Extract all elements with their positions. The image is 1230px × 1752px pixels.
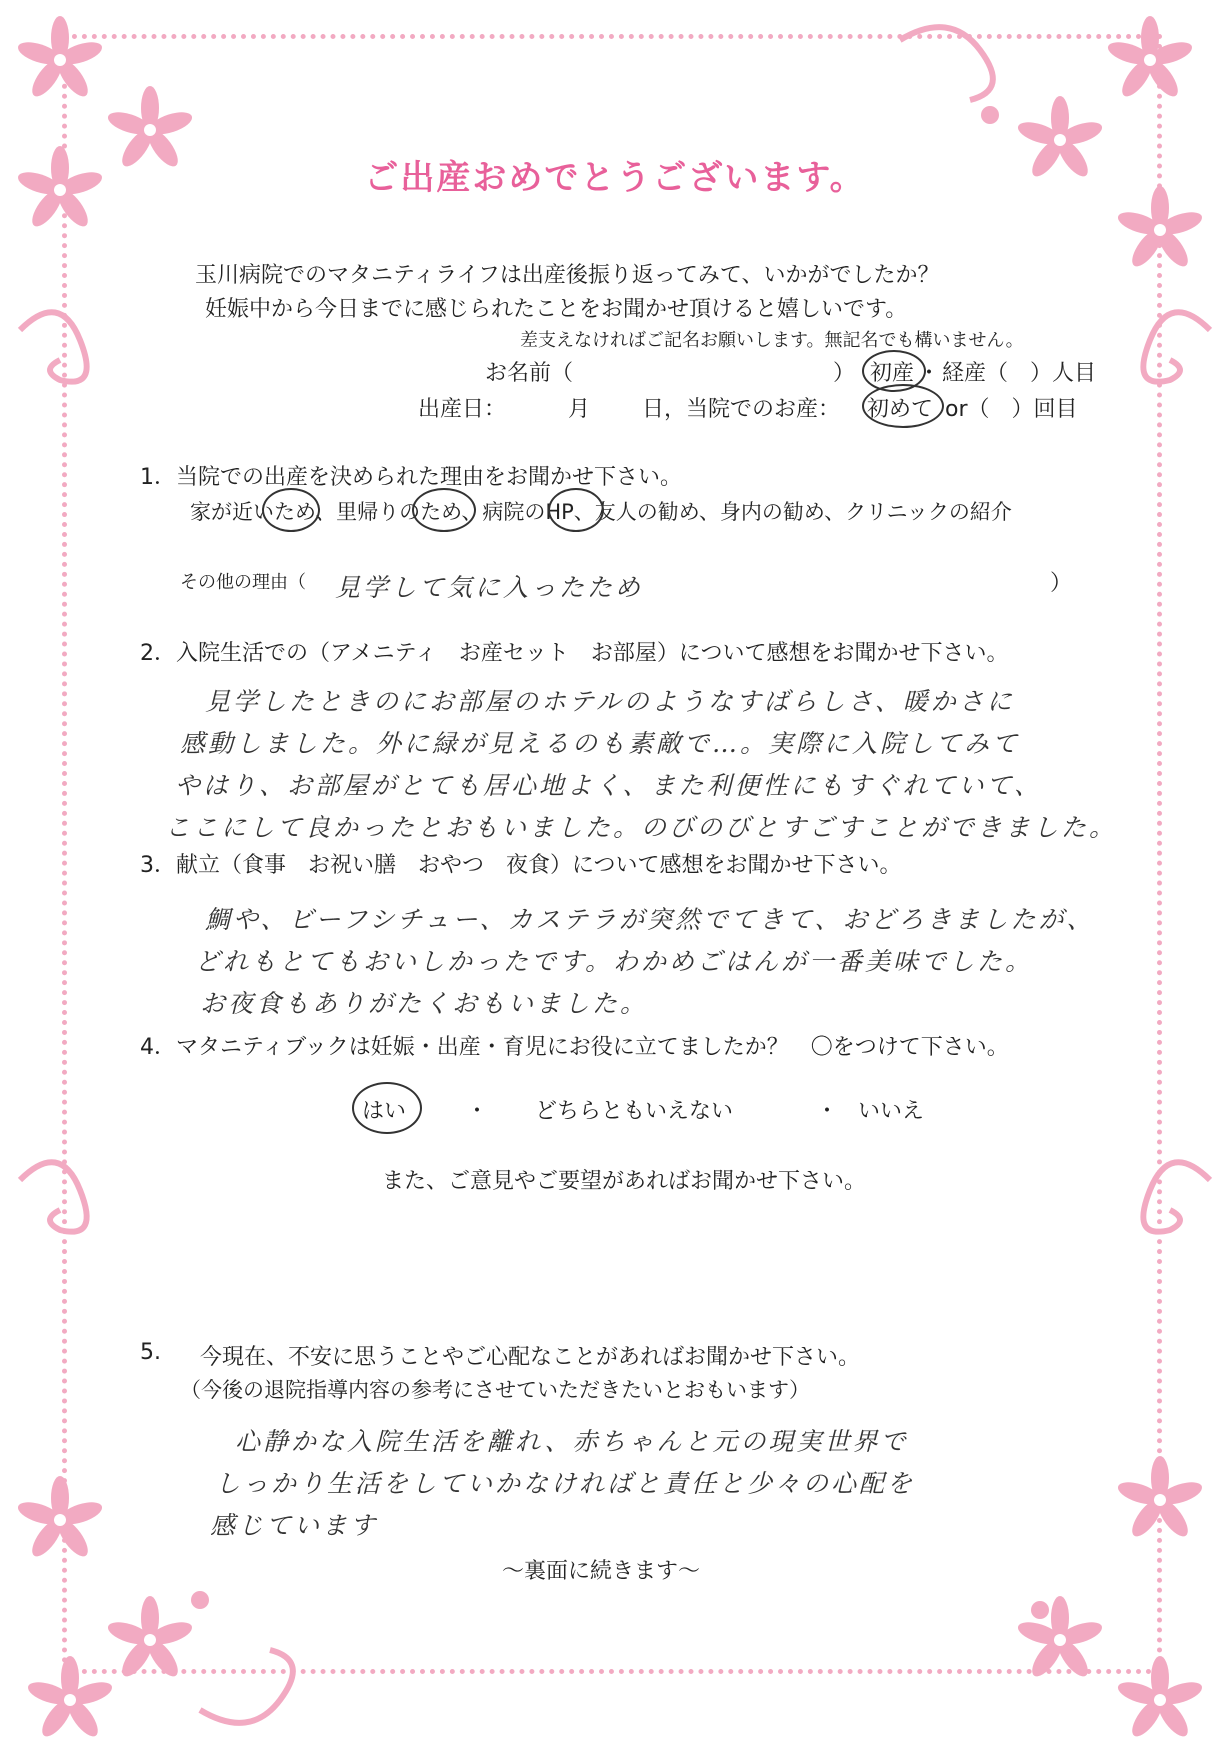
parity-first: 初産 bbox=[870, 361, 915, 386]
flower-icon bbox=[15, 1476, 104, 1561]
q1-circle-mark bbox=[548, 488, 604, 532]
q1-other-close: ） bbox=[1050, 571, 1073, 596]
swirl-icon bbox=[1143, 1162, 1210, 1231]
q5-answer-line: しっかり生活をしていかなければと責任と少々の心配を bbox=[215, 1469, 916, 1498]
q1-options: 家が近いため、里帰りのため、病院のHP、友人の勧め、身内の勧め、クリニックの紹介 bbox=[190, 500, 1012, 524]
birth-first: 初めて bbox=[867, 397, 934, 422]
footer-continued: ～裏面に続きます～ bbox=[502, 1559, 701, 1584]
parity-separator: ・ bbox=[918, 361, 941, 386]
q2-answer-line: ここにして良かったとおもいました。のびのびとすごすことができました。 bbox=[165, 813, 1118, 842]
flower-icon bbox=[1015, 1596, 1104, 1681]
q1-text: 1．当院での出産を決められた理由をお聞かせ下さい。 bbox=[140, 465, 682, 490]
flower-icon bbox=[15, 16, 104, 101]
birth-day: 日，当院でのお産： bbox=[642, 397, 841, 422]
q2-answer-line: 見学したときのにお部屋のホテルのようなすばらしさ、暖かさに bbox=[205, 687, 1015, 716]
swirl-icon bbox=[900, 27, 993, 100]
q4-separator: ・ bbox=[466, 1099, 489, 1124]
q1-other-label: その他の理由（ bbox=[180, 572, 306, 593]
q1-other-answer: 見学して気に入ったため bbox=[335, 573, 644, 602]
swirl-icon bbox=[20, 1162, 87, 1231]
birth-date-label: 出産日： bbox=[418, 397, 507, 422]
flower-icon bbox=[1105, 16, 1194, 101]
flower-icon bbox=[1115, 1656, 1204, 1741]
q2-answer-line: 感動しました。外に緑が見えるのも素敵で…。実際に入院してみて bbox=[180, 729, 1021, 758]
flower-icon bbox=[1115, 1456, 1204, 1541]
q4-option-neither: どちらともいえない bbox=[535, 1099, 734, 1124]
q3-text: 3．献立（食事 お祝い膳 おやつ 夜食）について感想をお聞かせ下さい。 bbox=[140, 853, 902, 878]
q4-separator: ・ bbox=[816, 1099, 839, 1124]
q5-answer-line: 心静かな入院生活を離れ、赤ちゃんと元の現実世界で bbox=[235, 1427, 909, 1456]
page-title: ご出産おめでとうございます。 bbox=[364, 158, 866, 198]
q1-circle-mark bbox=[412, 488, 476, 532]
q4-extra: また、ご意見やご要望があればお聞かせ下さい。 bbox=[382, 1169, 867, 1194]
swirl-icon bbox=[200, 1650, 293, 1723]
q5-answer-line: 感じています bbox=[210, 1511, 379, 1540]
q3-answer-line: お夜食もありがたくおもいました。 bbox=[200, 989, 649, 1018]
parity-multi: 経産（ ）人目 bbox=[942, 361, 1097, 386]
flower-icon bbox=[25, 1656, 114, 1741]
birth-first-circle-mark bbox=[862, 384, 944, 428]
q4-text: 4．マタニティブックは妊娠・出産・育児にお役に立てましたか？ 〇をつけて下さい。 bbox=[140, 1035, 1009, 1060]
flower-icon bbox=[105, 1596, 194, 1681]
intro-line-2: 妊娠中から今日までに感じられたことをお聞かせ頂けると嬉しいです。 bbox=[205, 297, 908, 322]
intro-note: 差支えなければご記名お願いします。無記名でも構いません。 bbox=[520, 330, 1024, 351]
q2-text: 2．入院生活での（アメニティ お産セット お部屋）について感想をお聞かせ下さい。 bbox=[140, 641, 1009, 666]
swirl-icon bbox=[20, 312, 87, 381]
birth-or: or（ ）回目 bbox=[945, 397, 1078, 422]
q2-answer-line: やはり、お部屋がとても居心地よく、また利便性にもすぐれていて、 bbox=[175, 771, 1043, 800]
swirl-icon bbox=[1143, 312, 1210, 381]
q3-answer-line: どれもとてもおいしかったです。わかめごはんが一番美味でした。 bbox=[195, 947, 1034, 976]
q5-text: 今現在、不安に思うことやご心配なことがあればお聞かせ下さい。 bbox=[200, 1345, 861, 1370]
q4-yes-circle-mark bbox=[352, 1082, 422, 1134]
name-label: お名前（ bbox=[485, 361, 574, 386]
intro-line-1: 玉川病院でのマタニティライフは出産後振り返ってみて、いかがでしたか？ bbox=[195, 263, 940, 288]
q4-option-no: いいえ bbox=[858, 1099, 925, 1124]
q3-answer-line: 鯛や、ビーフシチュー、カステラが突然でてきて、おどろきましたが、 bbox=[205, 905, 1095, 934]
q1-circle-mark bbox=[262, 488, 320, 532]
q5-note: （今後の退院指導内容の参考にさせていただきたいとおもいます） bbox=[180, 1378, 810, 1402]
q4-option-yes: はい bbox=[362, 1099, 407, 1124]
birth-month: 月 bbox=[568, 397, 591, 422]
q5-number: 5. bbox=[140, 1340, 161, 1365]
name-close: ） bbox=[833, 361, 856, 386]
